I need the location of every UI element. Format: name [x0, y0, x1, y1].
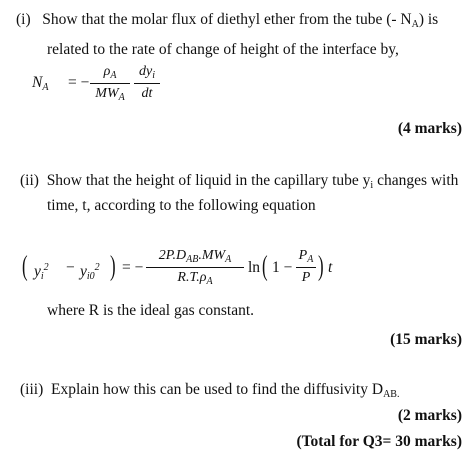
- question-iii-sub: AB.: [383, 389, 400, 400]
- total-marks: (Total for Q3= 30 marks): [296, 433, 462, 450]
- eq2-yi0-squared: $y_{i0}^2$: [80, 262, 100, 282]
- eq2-yi-squared: $y_i^2$: [34, 262, 49, 282]
- question-i-marks: (4 marks): [397, 120, 462, 137]
- question-i-text-end: ) is: [418, 11, 439, 28]
- eq2-ln: ln: [248, 259, 261, 276]
- question-ii-text-end: changes with: [373, 172, 459, 189]
- eq2-equals: = −: [122, 259, 144, 276]
- question-ii-number: (ii): [20, 172, 39, 189]
- eq2-ln-close-paren: ): [318, 251, 324, 282]
- eq1-fraction-dy-dt: $dy_i$ dt: [134, 64, 160, 104]
- eq2-t: t: [328, 259, 333, 276]
- eq1-lhs: $N_A$: [32, 74, 49, 93]
- question-ii-sub: i: [370, 180, 374, 191]
- eq2-pressure-fraction: $P_A$ P: [296, 248, 316, 290]
- eq2-open-paren: (: [22, 251, 28, 282]
- question-ii-text: Show that the height of liquid in the capillary tube y: [46, 172, 371, 189]
- question-ii-where: where R is the ideal gas constant.: [47, 302, 255, 319]
- question-i-line2: related to the rate of change of height of the interface by,: [47, 41, 399, 58]
- eq1-equals: = −: [68, 74, 90, 91]
- question-i-text: Show that the molar flux of diethyl ether from the tube (- N: [42, 11, 412, 28]
- question-ii-line1: [20, 172, 458, 195]
- eq2-minus: −: [66, 259, 75, 276]
- question-iii-text: Explain how this can be used to find the diffusivity D: [51, 381, 384, 398]
- question-i-sub: A: [411, 19, 419, 30]
- question-ii-line2: time, t, according to the following equation: [47, 197, 316, 214]
- eq1-fraction-rho-mw: $\rho_A$ $MW_A$: [90, 64, 130, 104]
- eq2-one-minus: 1 −: [272, 259, 293, 276]
- question-iii-line1: [20, 381, 399, 404]
- eq2-ln-open-paren: (: [262, 251, 268, 282]
- question-iii-number: (iii): [20, 381, 44, 398]
- question-i-number: (i): [16, 11, 31, 28]
- question-ii-marks: (15 marks): [390, 331, 462, 348]
- eq2-close-paren: ): [110, 251, 116, 282]
- question-i-line1: [16, 11, 438, 34]
- question-iii-marks: (2 marks): [397, 407, 462, 424]
- eq2-big-fraction: $2P.D_{AB}.MW_A$ $R.T.\rho_A$: [146, 248, 244, 290]
